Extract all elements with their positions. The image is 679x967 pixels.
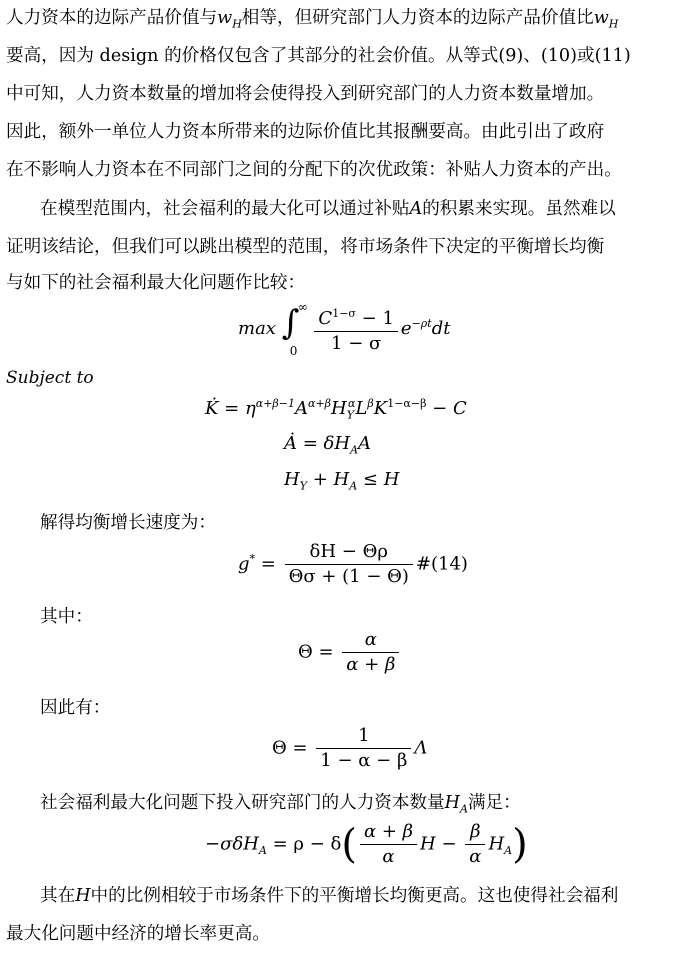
equation-optimal-research: −σδH$_A$ = ρ − δ( $\frac{\alpha + \beta}{\alpha}$ H − $\frac{\beta}{\alpha}$ $H_A$) <box>205 821 528 868</box>
constraint-ideas: Ȧ = $\delta H_AA$ <box>284 433 372 457</box>
para1-line2: 要高，因为 design 的价格仅包含了其部分的社会价值。从等式(9)、(10)或(11) <box>6 46 631 66</box>
equation-theta-lambda: Θ = $\frac{1}{1 - \alpha - \beta}$ Λ <box>272 725 428 771</box>
para2-line3: 与如下的社会福利最大化问题作比较： <box>6 273 306 293</box>
constraint-human-capital: $H_Y + H_A \le H$ <box>284 469 400 493</box>
equation-theta-definition: Θ = $\frac{\alpha}{\alpha + \beta}$ <box>298 628 402 677</box>
equation-max-integral: max ∫ ∞ 0 $\frac{C^{1-\sigma} - 1}{1 - \sigma}$ $e^{-\rho t}dt$ <box>238 300 451 358</box>
welfare-text: 社会福利最大化问题下投入研究部门的人力资本数量$H_A$满足： <box>40 793 521 816</box>
equation-growth-rate: g* = $\frac{\delta H - \Theta\rho}{\Theta\sigma + (1 - \Theta)}$ #(14) <box>238 541 468 587</box>
solve-text: 解得均衡增长速度为： <box>40 513 216 533</box>
para2-line1: 在模型范围内，社会福利的最大化可以通过补贴A的积累来实现。虽然难以 <box>40 199 616 219</box>
para1-line3: 中可知，人力资本数量的增加将会使得投入到研究部门的人力资本数量增加。 <box>6 84 605 104</box>
where-text: 其中： <box>40 607 93 627</box>
hence-text: 因此有： <box>40 698 111 718</box>
para1-line4: 因此，额外一单位人力资本所带来的边际价值比其报酬要高。由此引出了政府 <box>6 122 605 142</box>
para1-line5: 在不影响人力资本在不同部门之间的分配下的次优政策：补贴人力资本的产出。 <box>6 160 622 180</box>
para2-line2: 证明该结论，但我们可以跳出模型的范围，将市场条件下决定的平衡增长均衡 <box>6 237 605 257</box>
constraint-capital: K̇ = $\eta^{\alpha+\beta-1}A^{\alpha+\beta}H_Y^\alpha L^\beta K^{1-\alpha-\beta} - C$ <box>205 397 467 422</box>
subject-to-label: Subject to <box>6 368 94 388</box>
conclusion-line1: 其在H中的比例相较于市场条件下的平衡增长均衡更高。这也使得社会福利 <box>40 886 619 906</box>
para1-line1: 人力资本的边际产品价值与$w_H$相等，但研究部门人力资本的边际产品价值比$w_H$ <box>6 8 619 31</box>
conclusion-line2: 最大化问题中经济的增长率更高。 <box>6 924 270 944</box>
